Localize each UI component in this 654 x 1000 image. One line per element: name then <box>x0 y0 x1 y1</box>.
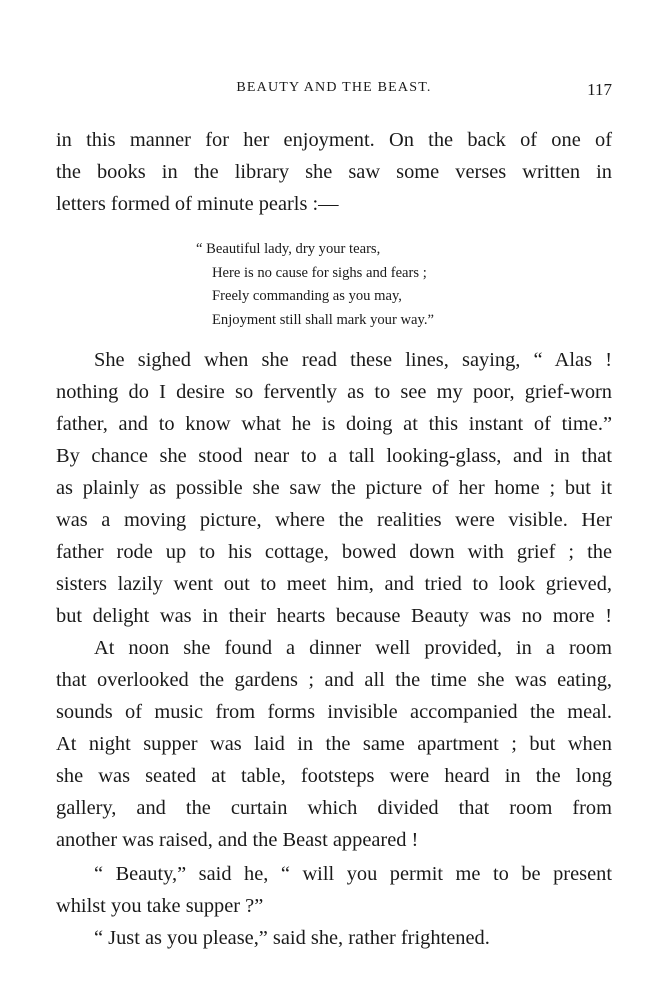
verse-line: Enjoyment still shall mark your way.” <box>212 311 434 328</box>
paragraph-beauty-replies <box>56 922 612 954</box>
text-line: as plainly as possible she saw the picture of her home ; but it <box>56 477 612 499</box>
text-line: whilst you take supper ?” <box>56 895 264 917</box>
text-line: was a moving picture, where the realities were visible. Her <box>56 509 612 531</box>
text-line: letters formed of minute pearls :— <box>56 193 339 215</box>
text-line: At night supper was laid in the same apartment ; but when <box>56 733 612 755</box>
text-line: but delight was in their hearts because Beauty was no more ! <box>56 605 612 627</box>
text-line: sounds of music from forms invisible accompanied the meal. <box>56 701 612 723</box>
paragraph-looking-glass <box>56 344 612 632</box>
verse-line: Here is no cause for sighs and fears ; <box>212 264 427 281</box>
page-number: 117 <box>587 80 612 99</box>
text-line: she was seated at table, footsteps were heard in the long <box>56 765 612 787</box>
text-line: sisters lazily went out to meet him, and tried to look grieved, <box>56 573 612 595</box>
verse-line: Freely commanding as you may, <box>212 288 402 304</box>
running-title: BEAUTY AND THE BEAST. <box>236 80 432 95</box>
verse-line: “ Beautiful lady, dry your tears, <box>196 241 381 257</box>
text-line: gallery, and the curtain which divided that room from <box>56 797 612 819</box>
text-line: in this manner for her enjoyment. On the back of one of <box>56 129 612 151</box>
text-line: At noon she found a dinner well provided, in a room <box>94 637 612 659</box>
text-line: nothing do I desire so fervently as to see my poor, grief-worn <box>56 381 612 403</box>
paragraph-dinner <box>56 632 612 856</box>
text-line: the books in the library she saw some verses written in <box>56 161 612 183</box>
text-line: another was raised, and the Beast appeared ! <box>56 829 419 851</box>
text-line: father, and to know what he is doing at this instant of time.” <box>56 413 612 435</box>
verse-quotation <box>196 238 434 332</box>
text-line: By chance she stood near to a tall looking-glass, and in that <box>56 445 612 467</box>
text-line: “ Just as you please,” said she, rather frightened. <box>94 927 490 949</box>
text-line: that overlooked the gardens ; and all the time she was eating, <box>56 669 612 691</box>
paragraph-beast-speaks <box>56 858 612 922</box>
text-line: father rode up to his cottage, bowed down with grief ; the <box>56 541 612 563</box>
text-line: “ Beauty,” said he, “ will you permit me to be present <box>94 863 612 885</box>
paragraph-continued <box>56 124 612 220</box>
text-line: She sighed when she read these lines, saying, “ Alas ! <box>94 349 612 371</box>
running-head <box>56 80 612 102</box>
